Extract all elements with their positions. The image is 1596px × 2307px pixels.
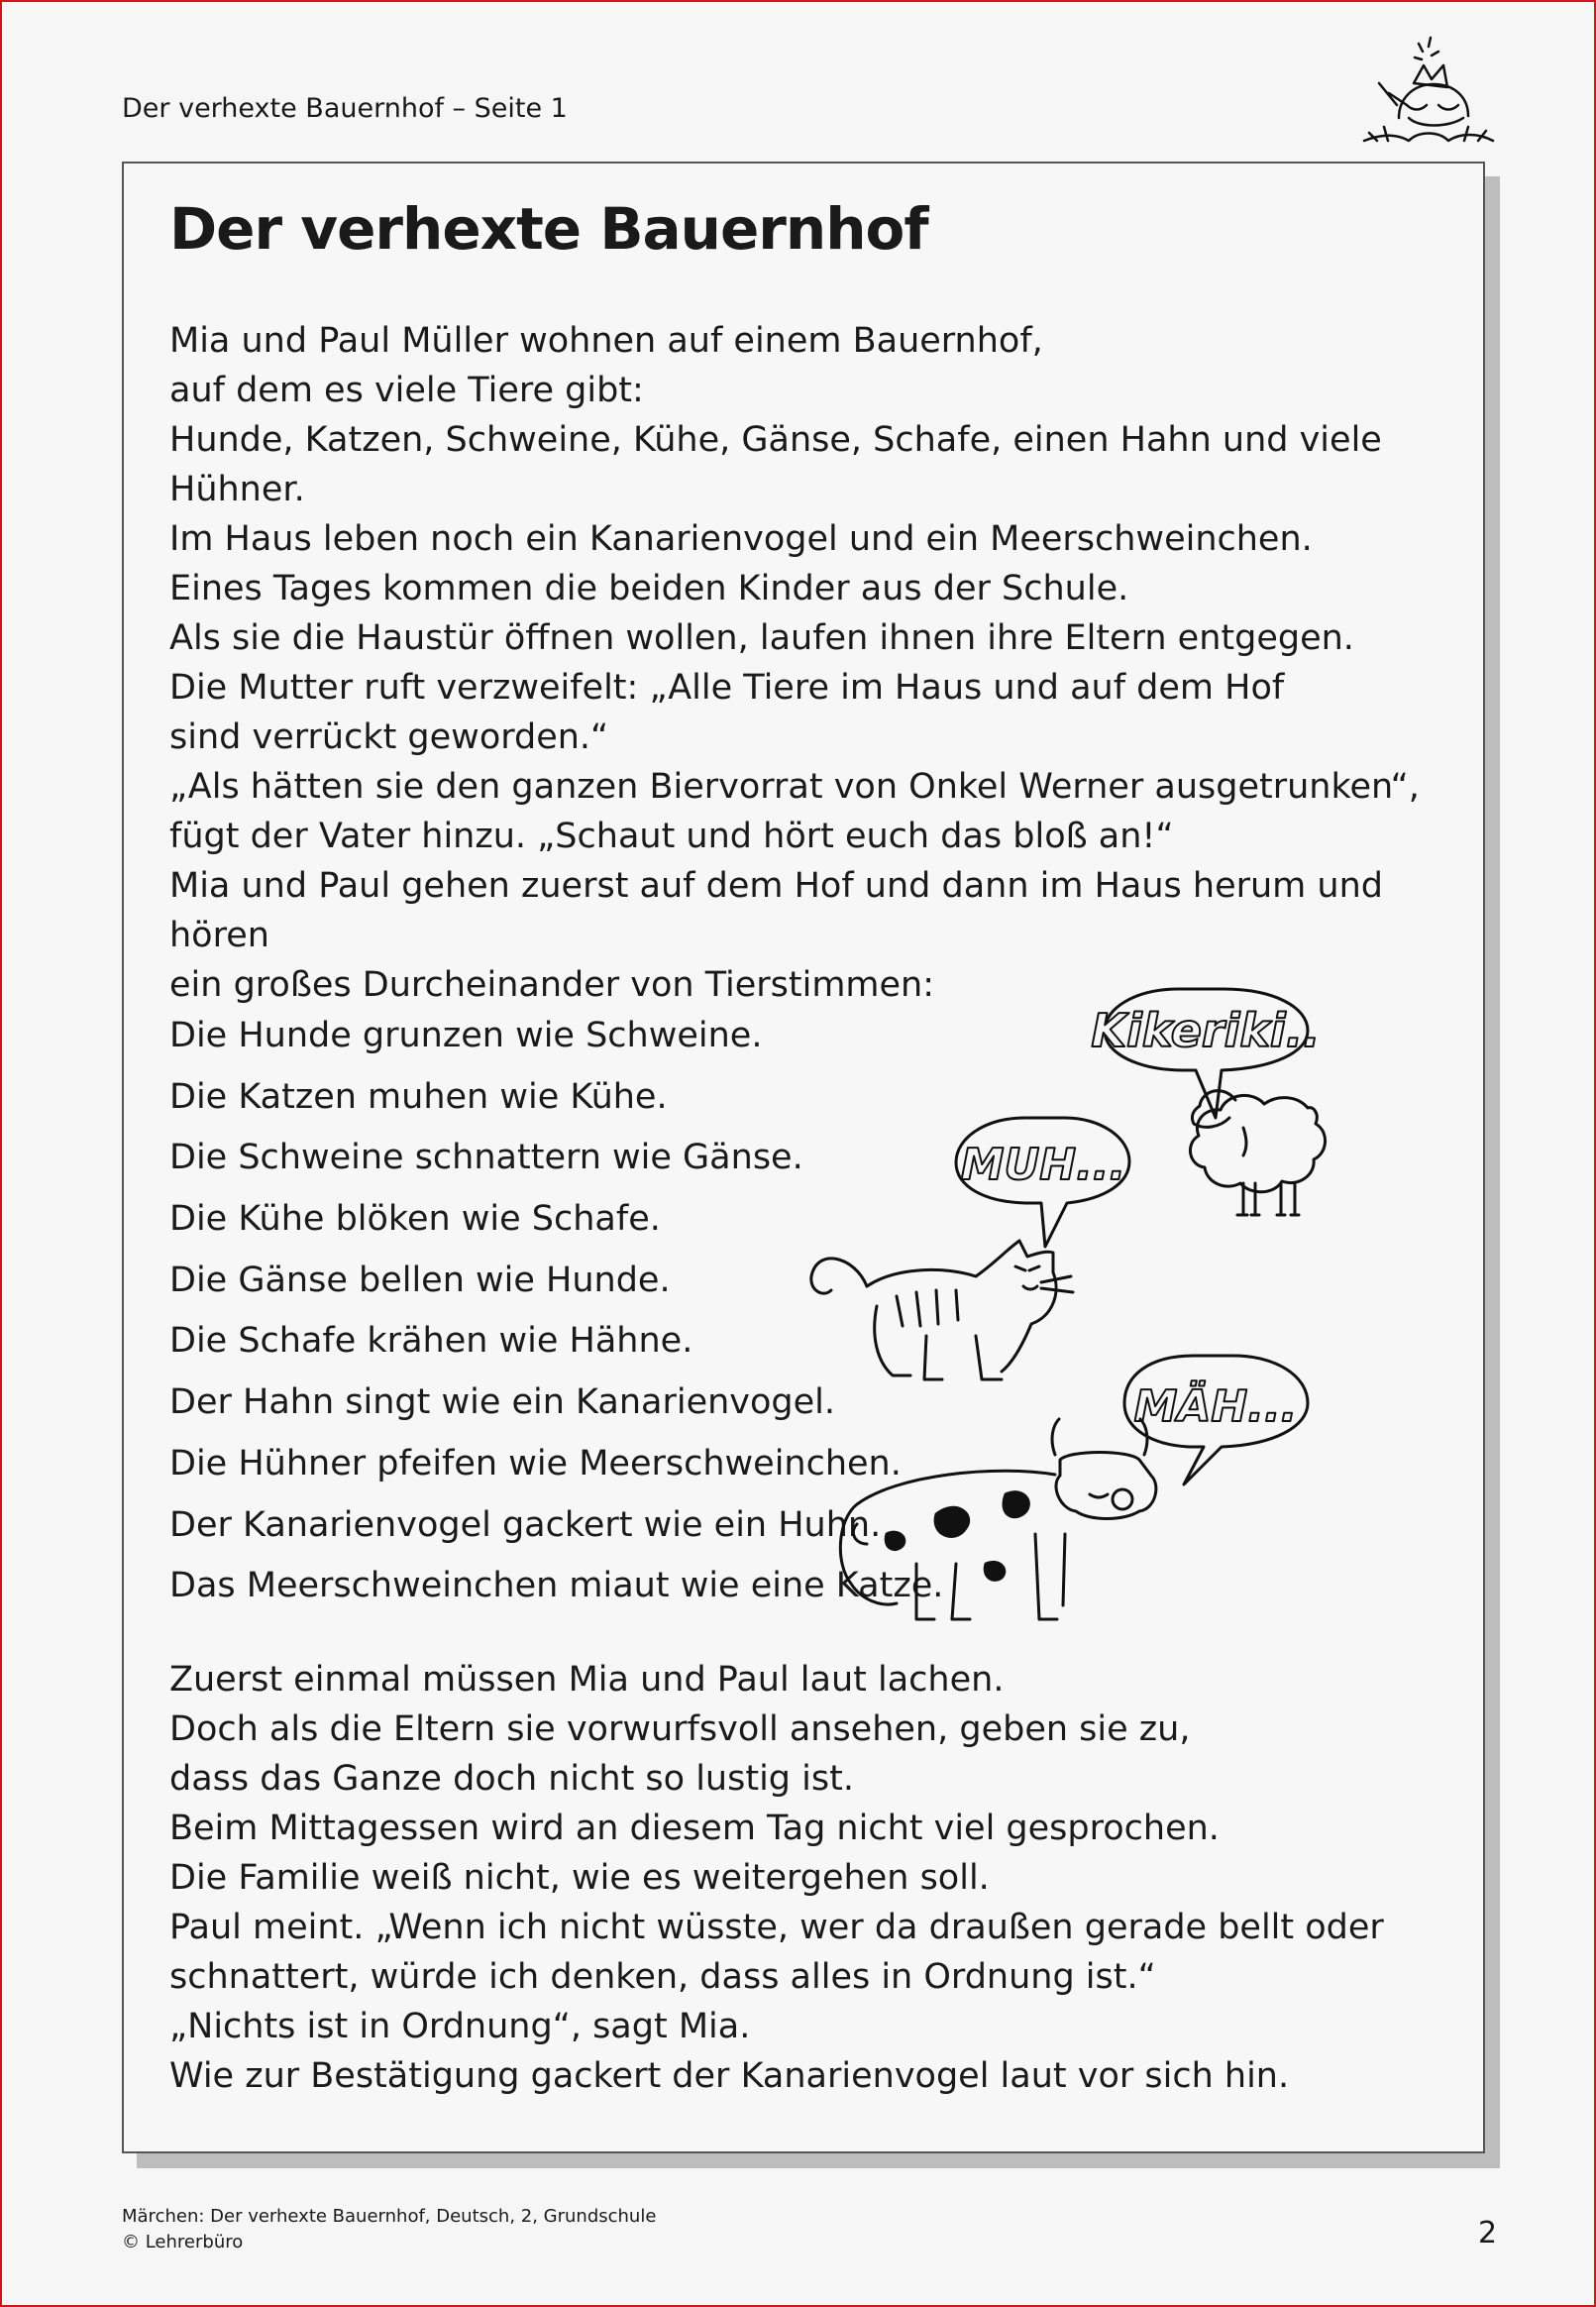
page-header-title: Der verhexte Bauernhof – Seite 1	[122, 93, 568, 124]
animals-illustration	[807, 959, 1481, 1752]
footer-source: Märchen: Der verhexte Bauernhof, Deutsch, 2, Grundschule	[122, 2206, 657, 2227]
outro-paragraph: Zuerst einmal müssen Mia und Paul laut lachen. Doch als die Eltern sie vorwurfsvoll ansehen, geben sie zu, dass das Ganze doch nicht so lustig ist. Beim Mittagessen wird an diesem Tag nicht viel gesprochen. Die Familie weiß nicht, wie es weitergehen soll. Paul meint. „Wenn ich nicht wüsste, wer da draußen gerade bellt oder schnattert, würde ich denken, dass alles in Ordnung ist.“ „Nichts ist in Ordnung“, sagt Mia. Wie zur Bestätigung gackert der Kanarienvogel laut vor sich hin.	[169, 1660, 1384, 2096]
content-box	[122, 162, 1485, 2153]
sheep-bubble-text: Kikeriki..	[1091, 1004, 1321, 1057]
cat-icon	[811, 1241, 1073, 1379]
list-item: Der Kanarienvogel gackert wie ein Huhn.	[169, 1504, 882, 1545]
story-title: Der verhexte Bauernhof	[169, 195, 928, 263]
cow-speech-bubble	[1124, 1356, 1308, 1484]
list-item: Die Katzen muhen wie Kühe.	[169, 1076, 668, 1117]
list-item: Die Hühner pfeifen wie Meerschweinchen.	[169, 1443, 902, 1483]
cow-icon	[840, 1419, 1156, 1619]
list-item: Die Gänse bellen wie Hunde.	[169, 1260, 671, 1300]
list-item: Die Schafe krähen wie Hähne.	[169, 1321, 693, 1362]
cow-bubble-text: MÄH...	[1133, 1381, 1298, 1432]
intro-paragraph: Mia und Paul Müller wohnen auf einem Bauernhof, auf dem es viele Tiere gibt: Hunde, Katzen, Schweine, Kühe, Gänse, Schafe, einen Hahn und viele Hühner. Im Haus leben noch ein Kanarienvogel und ein Meerschweinchen. Eines Tages kommen die beiden Kinder aus der Schule. Als sie die Haustür öffnen wollen, laufen ihnen ihre Eltern entgegen. Die Mutter ruft verzweifelt: „Alle Tiere im Haus und auf dem Hof sind verrückt geworden.“ „Als hätten sie den ganzen Biervorrat von Onkel Werner ausgetrunken“, fügt der Vater hinzu. „Schaut und hört euch das bloß an!“ Mia und Paul gehen zuerst auf dem Hof und dann im Haus herum und hören ein großes Durcheinander von Tierstimmen:	[169, 321, 1420, 1005]
footer-copyright: © Lehrerbüro	[122, 2232, 244, 2252]
list-item: Das Meerschweinchen miaut wie eine Katze.	[169, 1566, 944, 1606]
list-item: Die Hunde grunzen wie Schweine.	[169, 1016, 763, 1055]
page-number: 2	[1478, 2216, 1498, 2251]
list-item: Die Schweine schnattern wie Gänse.	[169, 1138, 803, 1178]
list-item: Die Kühe blöken wie Schafe.	[169, 1199, 661, 1240]
cat-bubble-text: MUH...	[960, 1140, 1126, 1190]
wizard-icon	[1359, 24, 1500, 155]
sheep-icon	[1190, 1091, 1325, 1215]
list-item: Der Hahn singt wie ein Kanarienvogel.	[169, 1382, 836, 1423]
cat-speech-bubble	[956, 1118, 1129, 1247]
